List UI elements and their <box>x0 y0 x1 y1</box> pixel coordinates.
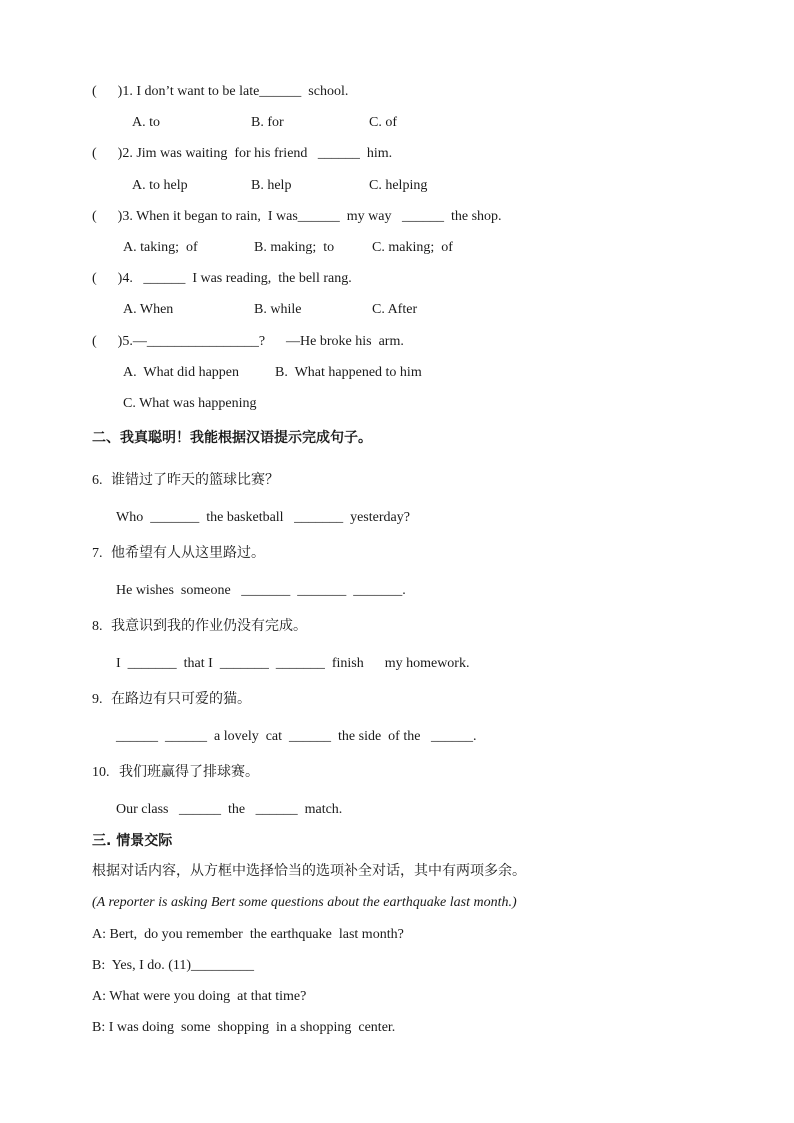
item-9-english: ______ ______ a lovely cat ______ the side of the ______. <box>116 729 477 744</box>
question-2-option-c: C. helping <box>369 178 428 193</box>
question-5-option-a: A. What did happen <box>123 365 239 380</box>
item-6-chinese: 谁错过了昨天的篮球比赛？ <box>111 472 279 488</box>
item-10-chinese: 我们班赢得了排球赛。 <box>119 764 259 780</box>
question-2-option-a: A. to help <box>132 178 188 193</box>
item-10-english: Our class ______ the ______ match. <box>116 802 343 817</box>
question-5-option-c: C. What was happening <box>123 396 257 411</box>
question-1-option-b: B. for <box>251 115 284 130</box>
item-9-number: 9. <box>92 692 103 707</box>
item-8-number: 8. <box>92 619 103 634</box>
item-8-chinese: 我意识到我的作业仍没有完成。 <box>111 618 307 634</box>
dialogue-line-1: A: Bert, do you remember the earthquake last month? <box>92 927 404 942</box>
question-4-option-a: A. When <box>123 302 174 317</box>
dialogue-line-2: B: Yes, I do. (11)_________ <box>92 958 255 973</box>
question-3-stem: ( )3. When it began to rain, I was______ my way ______ the shop. <box>92 209 502 224</box>
question-3-option-a: A. taking; of <box>123 240 198 255</box>
item-8-english: I _______ that I _______ _______ finish my homework. <box>116 656 470 671</box>
section-3-title: 三. 情景交际 <box>92 833 173 849</box>
section-2-title: 二、我真聪明！我能根据汉语提示完成句子。 <box>92 430 372 446</box>
question-5-option-b: B. What happened to him <box>275 365 422 380</box>
item-7-number: 7. <box>92 546 103 561</box>
item-6-english: Who _______ the basketball _______ yesterday? <box>116 510 410 525</box>
question-4-option-b: B. while <box>254 302 302 317</box>
item-7-english: He wishes someone _______ _______ _______. <box>116 583 406 598</box>
item-7-chinese: 他希望有人从这里路过。 <box>111 545 265 561</box>
dialogue-context: (A reporter is asking Bert some questions about the earthquake last month.) <box>92 895 517 910</box>
question-1-option-c: C. of <box>369 115 397 130</box>
section-3-instruction: 根据对话内容，从方框中选择恰当的选项补全对话，其中有两项多余。 <box>92 863 526 879</box>
question-1-option-a: A. to <box>132 115 160 130</box>
question-2-option-b: B. help <box>251 178 292 193</box>
question-3-option-b: B. making; to <box>254 240 335 255</box>
item-9-chinese: 在路边有只可爱的猫。 <box>111 691 251 707</box>
question-1-stem: ( )1. I don’t want to be late______ school. <box>92 84 349 99</box>
question-3-option-c: C. making; of <box>372 240 453 255</box>
dialogue-line-3: A: What were you doing at that time? <box>92 989 307 1004</box>
question-2-stem: ( )2. Jim was waiting for his friend ______ him. <box>92 146 393 161</box>
question-4-option-c: C. After <box>372 302 418 317</box>
question-5-stem: ( )5.—________________? —He broke his arm. <box>92 334 404 349</box>
item-10-number: 10. <box>92 765 110 780</box>
question-4-stem: ( )4. ______ I was reading, the bell rang. <box>92 271 352 286</box>
item-6-number: 6. <box>92 473 103 488</box>
dialogue-line-4: B: I was doing some shopping in a shopping center. <box>92 1020 396 1035</box>
